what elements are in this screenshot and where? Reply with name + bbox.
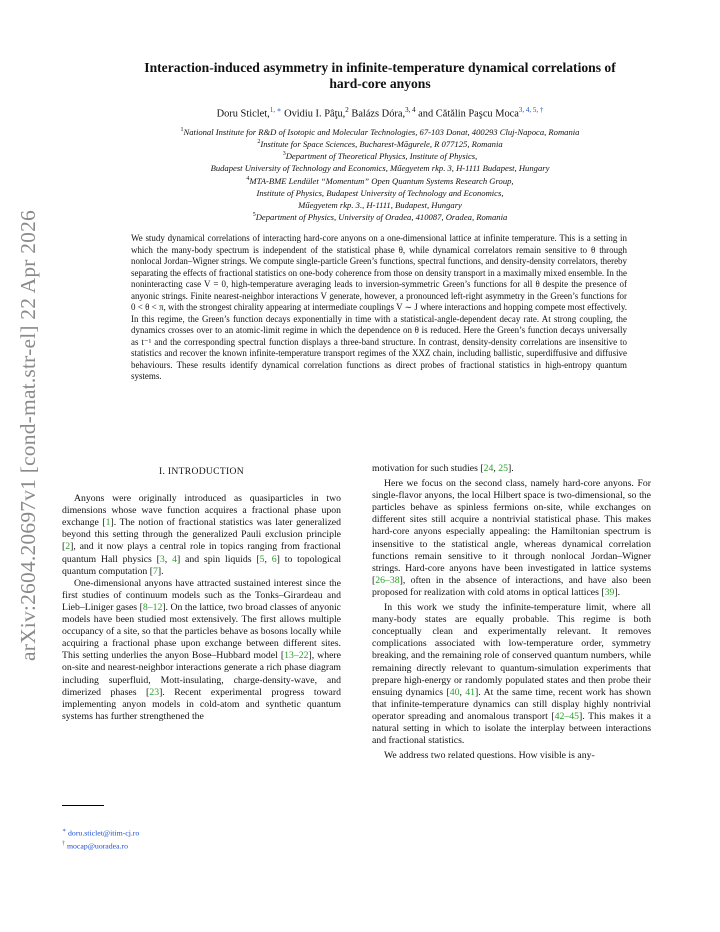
email-link[interactable]: mocap@uoradea.ro bbox=[66, 841, 129, 851]
citation-link[interactable]: 6 bbox=[271, 553, 277, 565]
author-3-affil: 3, 4 bbox=[405, 106, 416, 114]
text-run: ]. At the same time, recent work has shown that infinite-temperature dynamics can still display highly nontrivial operator spreading and anomalous transport [ bbox=[372, 686, 652, 722]
text-run: ]. This makes it a natural setting in which to isolate the interplay between interactions and fractional statistics. bbox=[372, 710, 651, 747]
text-run: ]. Recent experimental progress toward implementing anyon models in cold-atom and synthetic quantum systems has further strengthened the bbox=[62, 686, 341, 722]
citation-link[interactable]: 42–45 bbox=[554, 710, 580, 722]
citation-link[interactable]: 3 bbox=[159, 553, 165, 565]
text-run: , bbox=[164, 553, 173, 565]
right-column bbox=[372, 463, 651, 762]
affiliation-line: Institute of Physics, Budapest University of Technology and Economics, bbox=[256, 187, 504, 198]
paragraph bbox=[372, 463, 651, 475]
author-3: Balázs Dóra, bbox=[351, 108, 406, 120]
text-run: ] to topological quantum computation [ bbox=[62, 553, 342, 577]
citation-link[interactable]: 25 bbox=[498, 463, 508, 474]
text-run: In this work we study the infinite-temperature limit, where all many-body states are equally probable. This regime is both conceptually clean and experimentally relevant. It removes complications associated with low-temperature order, symmetry breaking, and the remaining role of conserved quantum numbers, while remaining directly relevant to quantum-simulation experiments that prepare high-energy or randomly populated states and then probe their ensuing dynamics [ bbox=[372, 602, 651, 698]
citation-link[interactable]: 39 bbox=[604, 586, 615, 598]
text-run: , bbox=[459, 686, 466, 698]
paragraph bbox=[62, 493, 341, 578]
email-link[interactable]: doru.sticlet@itim-cj.ro bbox=[68, 828, 140, 838]
affiliation-line: $^4$MTA-BME Lendület “Momentum” Open Quantum Systems Research Group, bbox=[246, 175, 514, 186]
citation-link[interactable]: 8–12 bbox=[142, 601, 163, 613]
citation-link[interactable]: 2 bbox=[65, 541, 71, 553]
text-run: , bbox=[493, 463, 499, 474]
arxiv-identifier-stamp bbox=[14, 209, 44, 661]
author-4-affil[interactable]: 3, 4, 5, † bbox=[518, 106, 544, 114]
footnotes bbox=[62, 826, 139, 851]
title-line-1: Interaction-induced asymmetry in infinite-temperature dynamical correlations of bbox=[144, 60, 616, 75]
text-run: We address two related questions. How visible is any- bbox=[384, 750, 595, 762]
text-run: ] and spin liquids [ bbox=[176, 553, 260, 565]
author-2: Ovidiu I. Pâţu, bbox=[284, 108, 346, 120]
footnote-rule bbox=[62, 805, 104, 806]
citation-link[interactable]: 24 bbox=[483, 463, 494, 474]
citation-link[interactable]: 41 bbox=[465, 686, 476, 698]
footnote-2: † mocap@uoradea.ro bbox=[62, 840, 129, 851]
section-heading-introduction: I. INTRODUCTION bbox=[159, 466, 244, 477]
text-run: ]. On the lattice, two broad classes of anyonic models have been studied most extensively. The first allows multiple occupancy of a site, so that the particles behave as bosons locally while acquiring a fractional phase upon exchange between different sites. This setting underlies the anyon Bose–Hubbard model [ bbox=[62, 601, 341, 662]
text-run: , bbox=[264, 553, 272, 565]
citation-link[interactable]: 7 bbox=[152, 565, 158, 577]
text-run: ]. The notion of fractional statistics was later generalized beyond this setting through the generalized Pauli exclusion principle [ bbox=[62, 517, 341, 553]
citation-link[interactable]: 23 bbox=[149, 686, 160, 698]
footnote-1: ∗ doru.sticlet@itim-cj.ro bbox=[62, 828, 140, 838]
citation-link[interactable]: 1 bbox=[105, 517, 111, 529]
author-1-affil[interactable]: 1, ∗ bbox=[269, 106, 282, 114]
text-run: Here we focus on the second class, namely hard-core anyons. For single-flavor anyons, the local Hilbert space is two-dimensional, so the particles behave as spinless fermions on-site, while exchanges on different sites still acquire a nontrivial statistical phase. This makes hard-core anyons especially appealing: the Hamiltonian spectrum is insensitive to the statistical angle, whereas dynamical correlation functions remain sensitive to it through nonlocal Jordan–Wigner strings. Hard-core anyons have been investigated in lattice systems [ bbox=[372, 478, 651, 586]
text-run: ], often in the absence of interactions, and have also been proposed for realization with cold atoms in optical lattices [ bbox=[372, 574, 651, 598]
left-column bbox=[62, 463, 341, 723]
citation-link[interactable]: 40 bbox=[449, 686, 460, 698]
paper-title bbox=[80, 60, 680, 92]
citation-link[interactable]: 26–38 bbox=[375, 574, 400, 586]
paragraph bbox=[372, 602, 651, 747]
affiliation-line: Budapest University of Technology and Economics, Műegyetem rkp. 3, H-1111 Budapest, Hungary bbox=[210, 163, 550, 174]
citation-link[interactable]: 4 bbox=[172, 553, 177, 565]
title-line-2: hard-core anyons bbox=[329, 76, 431, 91]
text-run: ]. bbox=[614, 586, 621, 598]
text-run: One-dimensional anyons have attracted sustained interest since the first studies of continuum models such as the Tonks–Girardeau and Lieb–Liniger gases [ bbox=[62, 577, 341, 613]
text-run: Anyons were originally introduced as quasiparticles in two dimensions whose wave function acquires a fractional phase upon exchange [ bbox=[62, 493, 341, 529]
paragraph bbox=[372, 478, 651, 599]
citation-link[interactable]: 5 bbox=[259, 553, 265, 565]
text-run: motivation for such studies [ bbox=[372, 463, 484, 474]
author-1: Doru Sticlet, bbox=[216, 108, 270, 120]
author-4: and Cătălin Paşcu Moca bbox=[418, 108, 519, 120]
affiliation-line: $^5$Department of Physics, University of Oradea, 410087, Oradea, Romania bbox=[252, 211, 508, 222]
author-2-affil: 2 bbox=[345, 106, 349, 114]
affiliation-line: $^1$National Institute for R&D of Isotopic and Molecular Technologies, 67-103 Donat, 400293 Cluj-Napoca, Romania bbox=[180, 126, 580, 137]
text-run: ], where on-site and nearest-neighbor interactions generate a rich phase diagram including superfluid, Mott-insulating, charge-density-wave, and dimerized phases [ bbox=[62, 650, 341, 698]
citation-link[interactable]: 13–22 bbox=[284, 650, 309, 662]
text-run: ]. bbox=[157, 565, 164, 577]
paragraph bbox=[62, 578, 341, 723]
affiliation-line: $^3$Department of Theoretical Physics, Institute of Physics, bbox=[282, 151, 478, 162]
affiliations bbox=[80, 125, 680, 222]
text-run: ]. bbox=[507, 463, 514, 474]
text-run: ], and it now plays a central role in topics ranging from fractional quantum Hall physics [ bbox=[62, 541, 341, 565]
author-list bbox=[80, 106, 680, 119]
abstract: We study dynamical correlations of interacting hard-core anyons on a one-dimensional lattice at infinite temperature. This is a setting in which the many-body spectrum is independent of the statistical phase θ, while dynamical correlators remain sensitive to θ through nonlocal Jordan–Wigner strings. We compute single-particle Green’s functions, spectral functions, and density-density correlators, thereby separating the effects of fractional statistics on one-body coherence from those on density transport in a maximally mixed ensemble. In the noninteracting case V = 0, high-temperature averaging leads to inversion-symmetric Green’s functions for all θ despite the presence of anyonic strings. Finite nearest-neighbor interactions V generate, however, a pronounced left-right asymmetry in the Green’s functions for 0 < θ < π, with the strongest chirality appearing at intermediate couplings V ∼ J where interactions and hopping compete most effectively. In this regime, the Green’s function decays exponentially in time with a statistical-angle-dependent decay rate. At strong coupling, the dynamics crosses over to an atomic-limit regime in which the dependence on θ is reduced. Here the Green’s function decays universally as t⁻¹ and the corresponding spectral function displays a three-band structure. In contrast, density-density correlations are insensitive to statistics and recover the known infinite-temperature transport regimes of the XXZ chain, including ballistic, superdiffusive and diffusive behaviours. These results identify dynamical correlation functions as direct probes of fractional statistics in high-entropy quantum systems. bbox=[131, 233, 627, 381]
affiliation-line: $^2$Institute for Space Sciences, Bucharest-Măgurele, R 077125, Romania bbox=[257, 139, 503, 150]
arxiv-stamp-text: arXiv:2604.20697v1 [cond-mat.str-el] 22 Apr 2026 bbox=[16, 209, 41, 661]
paragraph bbox=[372, 750, 651, 762]
affiliation-line: Műegyetem rkp. 3., H-1111, Budapest, Hungary bbox=[298, 199, 462, 210]
